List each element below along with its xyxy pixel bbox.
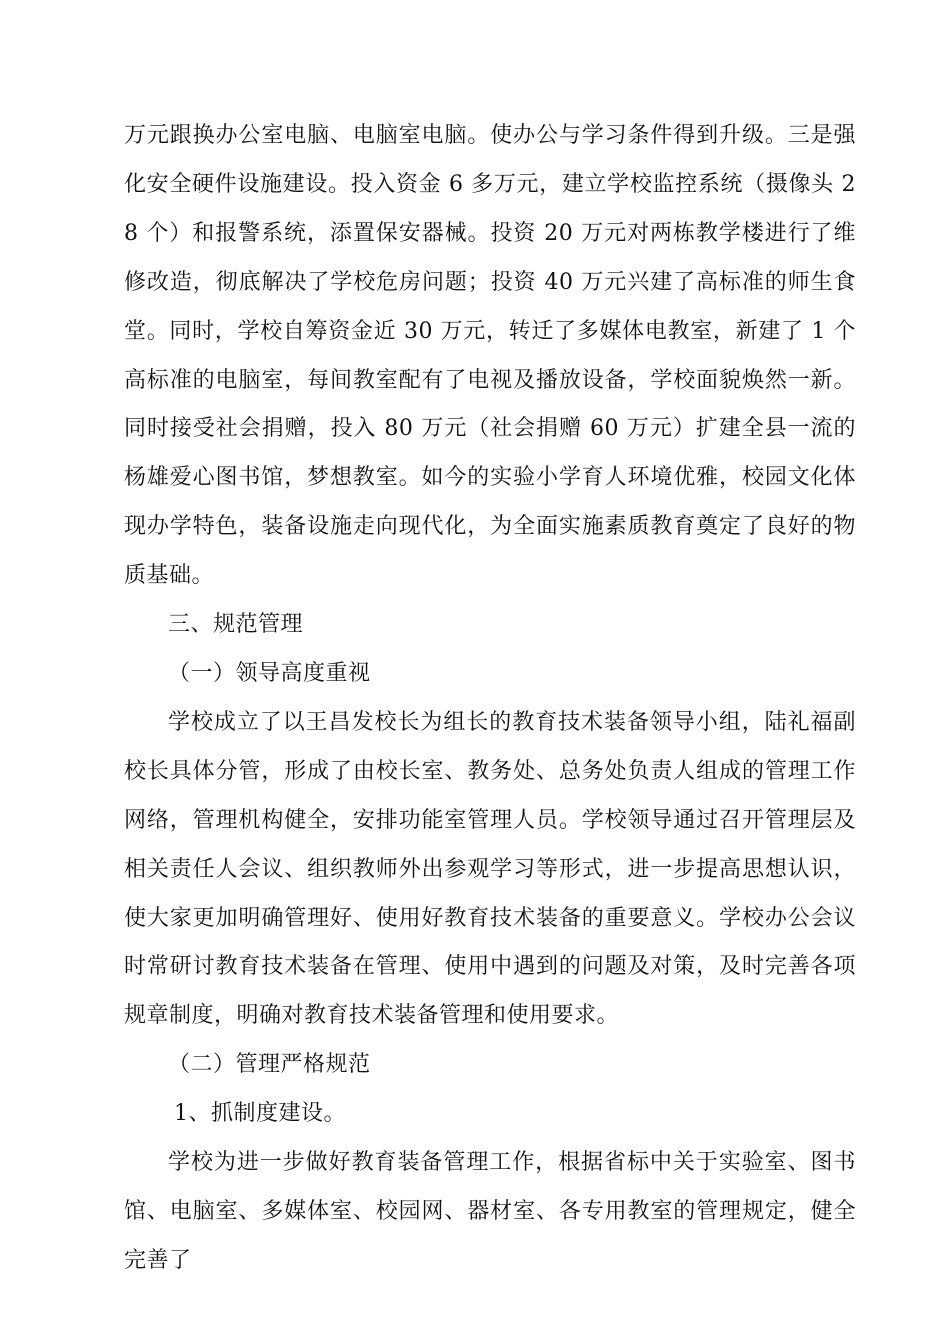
item-heading-system-construction: 1、抓制度建设。 [174, 1101, 346, 1127]
paragraph-management-rules: 学校为进一步做好教育装备管理工作，根据省标中关于实验室、图书馆、电脑室、多媒体室、校园网、器材室、各专用教室的管理规定，健全完善了 [124, 1150, 856, 1273]
subsection-heading-strict-management: （二）管理严格规范 [168, 1052, 371, 1078]
paragraph-equipment-investment: 万元跟换办公室电脑、电脑室电脑。使办公与学习条件得到升级。三是强化安全硬件设施建设。投入资金 6 多万元，建立学校监控系统（摄像头 28 个）和报警系统，添置保安器械。投资 20 万元对两栋教学楼进行了维修改造，彻底解决了学校危房问题；投资 40 万元兴建了高标准的师生食堂。同时，学校自筹资金近 30 万元，转迁了多媒体电教室，新建了 1 个高标准的电脑室，每间教室配有了电视及播放设备，学校面貌焕然一新。同时接受社会捐赠，投入 80 万元（社会捐赠 60 万元）扩建全县一流的杨雄爱心图书馆，梦想教室。如今的实验小学育人环境优雅，校园文化体现办学特色，装备设施走向现代化，为全面实施素质教育奠定了良好的物质基础。 [124, 123, 856, 589]
subsection-heading-leadership: （一）领导高度重视 [168, 660, 371, 686]
section-heading-standard-management: 三、规范管理 [168, 612, 304, 638]
paragraph-leadership-group: 学校成立了以王昌发校长为组长的教育技术装备领导小组，陆礼福副校长具体分管，形成了由校长室、教务处、总务处负责人组成的管理工作网络，管理机构健全，安排功能室管理人员。学校领导通过召开管理层及相关责任人会议、组织教师外出参观学习等形式，进一步提高思想认识，使大家更加明确管理好、使用好教育技术装备的重要意义。学校办公会议时常研讨教育技术装备在管理、使用中遇到的问题及对策，及时完善各项规章制度，明确对教育技术装备管理和使用要求。 [124, 709, 856, 1029]
document-body [124, 112, 856, 1286]
